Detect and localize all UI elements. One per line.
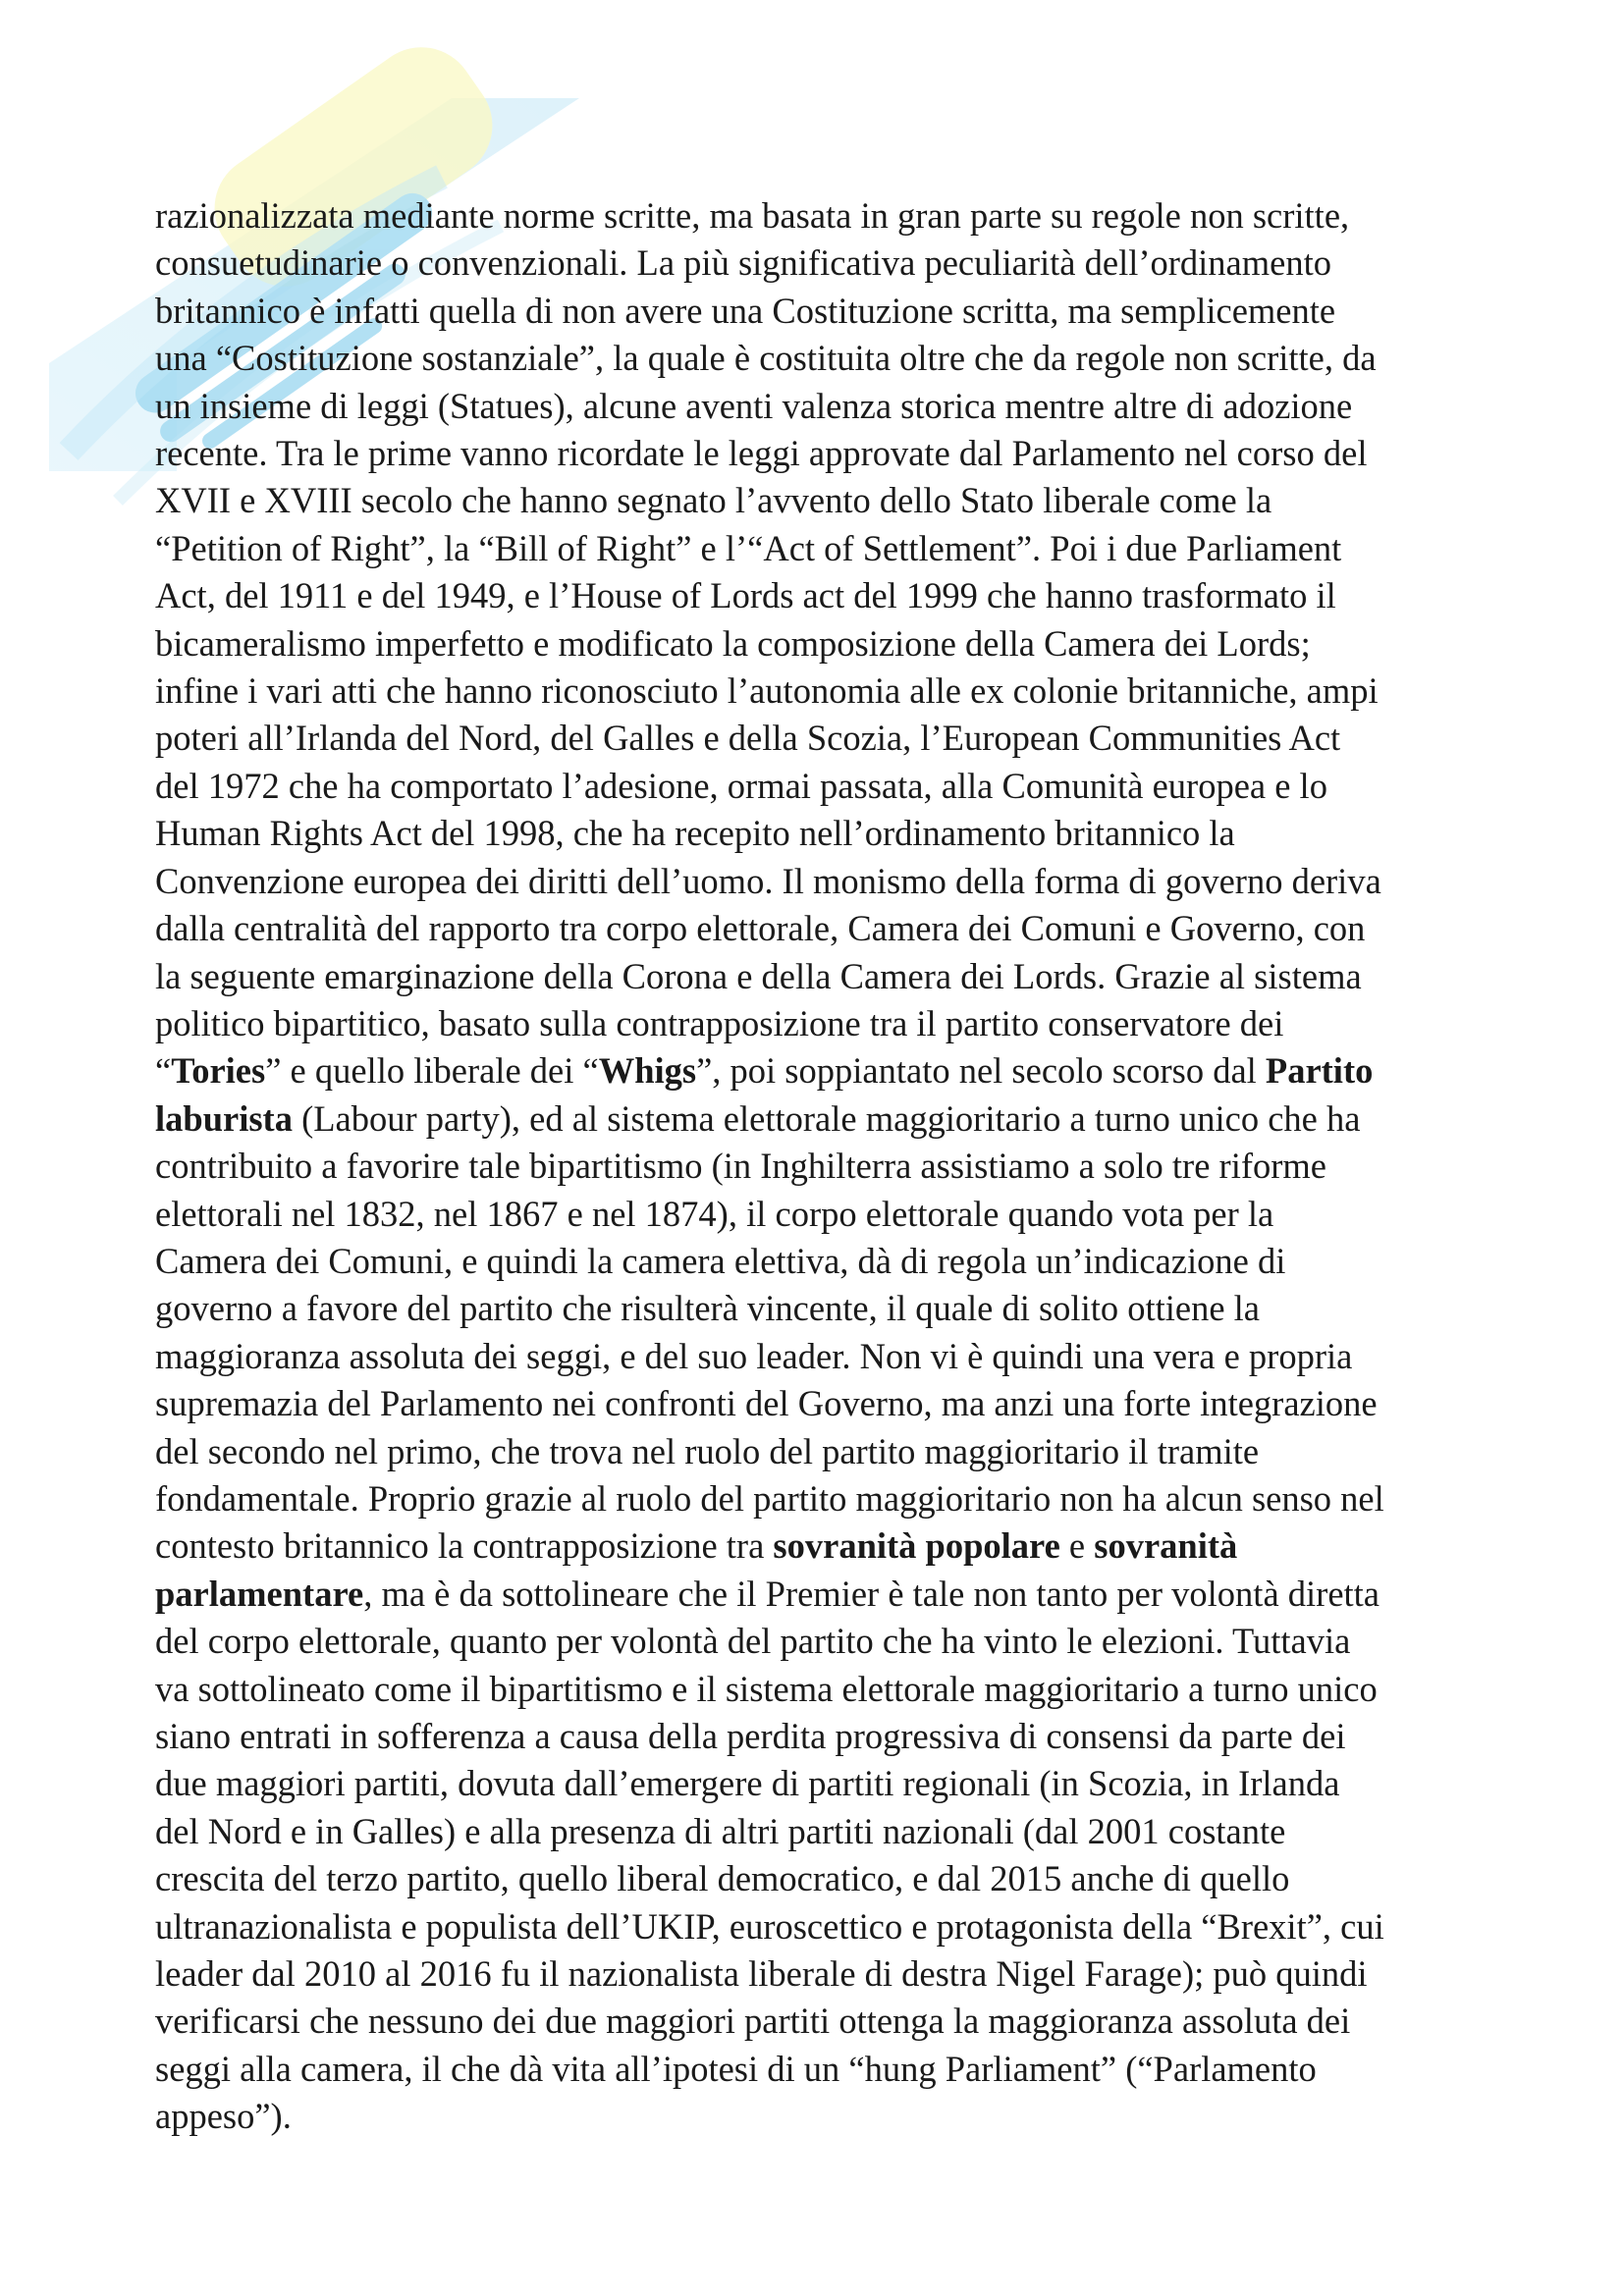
bold-term: parlamentare [155,1573,364,1614]
text-segment: Camera dei Comuni, e quindi la camera elettiva, dà di regola un’indicazione di [155,1240,1286,1281]
text-segment: seggi alla camera, il che dà vita all’ipotesi di un “hung Parliament” (“Parlamento [155,2048,1317,2089]
text-segment: recente. Tra le prime vanno ricordate le leggi approvate dal Parlamento nel corso del [155,433,1368,474]
text-segment: ”, poi soppiantato nel secolo scorso dal [696,1050,1266,1092]
text-segment: ultranazionalista e populista dell’UKIP, euroscettico e protagonista della “Brexit”, cui [155,1905,1384,1947]
text-line [155,1285,1481,1332]
text-segment: appeso”). [155,2096,292,2137]
text-segment: due maggiori partiti, dovuta dall’emergere di partiti regionali (in Scozia, in Irlanda [155,1763,1340,1804]
text-line [155,905,1481,952]
text-line [155,288,1481,335]
text-segment: infine i vari atti che hanno riconosciuto l’autonomia alle ex colonie britanniche, ampi [155,670,1379,712]
text-segment: fondamentale. Proprio grazie al ruolo del partito maggioritario non ha alcun senso nel [155,1477,1384,1519]
text-line [155,1666,1481,1713]
text-segment: poteri all’Irlanda del Nord, del Galles e della Scozia, l’European Communities Act [155,718,1341,759]
text-line [155,335,1481,382]
text-segment: del corpo elettorale, quanto per volontà del partito che ha vinto le elezioni. Tuttavia [155,1621,1351,1662]
text-segment: del secondo nel primo, che trova nel ruolo del partito maggioritario il tramite [155,1430,1260,1471]
text-segment: britannico è infatti quella di non avere una Costituzione scritta, ma semplicemente [155,290,1336,331]
text-line [155,1143,1481,1190]
text-line [155,1095,1481,1143]
bold-term: sovranità [1094,1525,1238,1567]
text-line [155,525,1481,572]
text-segment: Act, del 1911 e del 1949, e l’House of Lords act del 1999 che hanno trasformato il [155,575,1336,616]
text-segment: la seguente emarginazione della Corona e della Camera dei Lords. Grazie al sistema [155,955,1362,996]
text-segment: elettorali nel 1832, nel 1867 e nel 1874), il corpo elettorale quando vota per la [155,1193,1274,1234]
text-line [155,1618,1481,1665]
text-line [155,192,1481,240]
text-segment: , ma è da sottolineare che il Premier è tale non tanto per volontà diretta [363,1573,1380,1614]
text-segment: XVII e XVIII secolo che hanno segnato l’avvento dello Stato liberale come la [155,480,1272,521]
text-segment: contesto britannico la contrapposizione tra [155,1525,774,1567]
text-segment: “Petition of Right”, la “Bill of Right” e l’“Act of Settlement”. Poi i due Parliament [155,527,1342,568]
text-segment: maggioranza assoluta dei seggi, e del suo leader. Non vi è quindi una vera e propria [155,1335,1353,1376]
text-segment: del Nord e in Galles) e alla presenza di altri partiti nazionali (dal 2001 costante [155,1810,1286,1851]
text-line [155,715,1481,762]
text-segment: crescita del terzo partito, quello liberal democratico, e dal 2015 anche di quello [155,1858,1290,1899]
text-segment: una “Costituzione sostanziale”, la quale è costituita oltre che da regole non scritte, da [155,338,1377,379]
text-segment: va sottolineato come il bipartitismo e il sistema elettorale maggioritario a turno unico [155,1668,1378,1709]
bold-term: Tories [171,1050,266,1092]
text-segment: verificarsi che nessuno dei due maggiori partiti ottenga la maggioranza assoluta dei [155,2001,1351,2042]
text-line [155,240,1481,287]
bold-term: sovranità popolare [773,1525,1060,1567]
text-line [155,810,1481,857]
text-segment: un insieme di leggi (Statues), alcune aventi valenza storica mentre altre di adozione [155,385,1353,426]
text-segment: (Labour party), ed al sistema elettorale maggioritario a turno unico che ha [292,1097,1361,1139]
text-segment: ” e quello liberale dei “ [265,1050,599,1092]
text-line [155,1428,1481,1475]
text-line [155,1903,1481,1950]
text-line [155,1522,1481,1570]
text-line [155,1380,1481,1427]
text-segment: leader dal 2010 al 2016 fu il nazionalista liberale di destra Nigel Farage); può quindi [155,1953,1368,1995]
text-line [155,1713,1481,1760]
text-segment: siano entrati in sofferenza a causa della perdita progressiva di consensi da parte dei [155,1716,1346,1756]
text-segment: del 1972 che ha comportato l’adesione, ormai passata, alla Comunità europea e lo [155,765,1327,806]
bold-term: laburista [155,1097,293,1139]
text-line [155,1760,1481,1807]
text-line [155,383,1481,430]
text-segment: “ [155,1050,172,1092]
text-line [155,2046,1481,2093]
text-segment: razionalizzata mediante norme scritte, ma basata in gran parte su regole non scritte, [155,195,1350,236]
text-line [155,1475,1481,1522]
text-line [155,1191,1481,1238]
text-line [155,1238,1481,1285]
text-line [155,763,1481,810]
text-segment: consuetudinarie o convenzionali. La più significativa peculiarità dell’ordinamento [155,242,1331,284]
text-line [155,1000,1481,1047]
text-segment: Human Rights Act del 1998, che ha recepito nell’ordinamento britannico la [155,813,1235,854]
text-segment: governo a favore del partito che risulterà vincente, il quale di solito ottiene la [155,1288,1261,1329]
body-paragraph [155,192,1481,2141]
bold-term: Partito [1265,1050,1374,1092]
bold-term: Whigs [598,1050,697,1092]
text-line [155,1333,1481,1380]
text-segment: politico bipartitico, basato sulla contrapposizione tra il partito conservatore dei [155,1002,1284,1043]
text-line [155,1808,1481,1855]
text-line [155,1855,1481,1902]
text-line [155,1571,1481,1618]
text-line [155,953,1481,1000]
text-segment: bicameralismo imperfetto e modificato la composizione della Camera dei Lords; [155,622,1311,664]
text-line [155,667,1481,715]
text-segment: Convenzione europea dei diritti dell’uomo. Il monismo della forma di governo deriva [155,860,1381,901]
text-line [155,620,1481,667]
text-segment: contribuito a favorire tale bipartitismo (in Inghilterra assistiamo a solo tre riforme [155,1146,1326,1187]
text-line [155,477,1481,524]
text-line [155,1950,1481,1998]
text-line [155,430,1481,477]
text-line [155,858,1481,905]
text-line [155,572,1481,619]
text-line [155,1998,1481,2045]
text-line [155,1047,1481,1095]
text-segment: supremazia del Parlamento nei confronti del Governo, ma anzi una forte integrazione [155,1383,1378,1424]
text-segment: e [1059,1525,1095,1567]
text-line [155,2093,1481,2140]
text-segment: dalla centralità del rapporto tra corpo elettorale, Camera dei Comuni e Governo, con [155,908,1366,949]
